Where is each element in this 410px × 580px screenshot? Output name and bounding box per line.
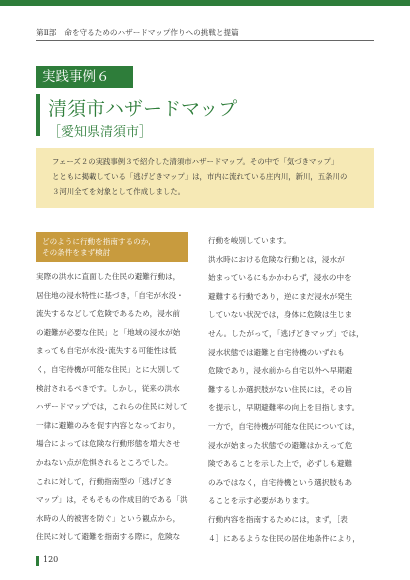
body-line: かねない点が危惧されるところでした。 (36, 457, 173, 467)
page-title: 清須市ハザードマップ (48, 98, 238, 120)
body-line: 危険であり，浸水前から自宅以外へ早期避 (208, 366, 353, 376)
body-line: これに対して，行動指南型の「逃げどき (36, 476, 173, 486)
body-line: を提示し，早期避難率の向上を目指します。 (208, 403, 360, 413)
section-heading (36, 232, 188, 262)
case-badge: 実践事例６ (36, 66, 133, 88)
body-line: 避難する行動であり，逆にまだ浸水が発生 (208, 291, 353, 301)
body-line: 一律に避難のみを促す内容となっており， (36, 420, 181, 430)
left-column (36, 232, 188, 547)
header-part: 第Ⅱ部 (36, 28, 57, 37)
body-line: ４］にあるような住民の居住地条件により， (208, 533, 360, 543)
body-line: 難するしか選択肢がない住民には，その旨 (208, 384, 353, 394)
body-line: 始まっているにもかかわらず，浸水の中を (208, 273, 352, 283)
body-line: 浸水が始まった状態での避難はかえって危 (208, 440, 353, 450)
body-line: ハザードマップでは，これらの住民に対して (36, 402, 188, 412)
body-line: 流失するなどして危険であるため，浸水前 (36, 309, 180, 319)
body-line: 住民に対して避難を指南する際に，危険な (36, 532, 181, 542)
body-line: ることを示す必要があります。 (208, 496, 314, 506)
header-title: 命を守るためのハザードマップ作りへの挑戦と提篇 (64, 28, 239, 37)
body-line: 一方で，自宅待機が可能な住民については， (208, 421, 360, 431)
body-line: のみではなく，自宅待機という選択肢もあ (208, 477, 353, 487)
intro-box (36, 148, 374, 208)
footer-accent-bar (36, 556, 39, 566)
body-line: まっても自宅が水没･流失する可能性は低 (36, 346, 177, 356)
body-line: 水時の人的被害を防ぐ」という観点から， (36, 513, 181, 523)
body-line: 行動を峻別しています。 (208, 236, 291, 245)
body-line: 実際の洪水に直面した住民の避難行動は， (36, 272, 181, 281)
body-line: せん。したがって，「逃げどきマップ」では， (208, 328, 364, 338)
body-line: 浸水状態では避難と自宅待機のいずれも (208, 347, 345, 357)
body-line: 行動内容を指南するためには，まず，［表 (208, 514, 348, 524)
intro-line: フェーズ２の実践事例３で紹介した清須市ハザードマップ。その中で「気づきマップ」 (52, 157, 339, 166)
intro-line: とともに掲載している「逃げどきマップ」は，市内に流れている庄内川，新川，五条川の (52, 172, 348, 181)
body-line: マップ」は，そもそもの作成目的である「洪 (36, 495, 188, 505)
title-accent-bar (36, 94, 40, 136)
intro-line: ３河川全てを対象として作成しました。 (52, 187, 186, 196)
body-line: 険であることを示した上で，必ずしも避難 (208, 459, 353, 469)
page-number: 120 (43, 555, 59, 564)
section-heading-line: その条件をまず検討 (42, 248, 111, 257)
body-line: の避難が必要な住民」と「地域の浸水が始 (36, 327, 181, 337)
right-column (208, 232, 374, 548)
page-subtitle: ［愛知県清須市］ (48, 125, 153, 140)
body-line: 居住地の浸水特性に基づき，「自宅が水没・ (36, 290, 184, 300)
section-heading-line: どのように行動を指南するのか， (42, 237, 156, 246)
running-header (36, 27, 239, 38)
top-accent-stripe (0, 0, 410, 6)
body-line: 洪水時における危険な行動とは，浸水が (208, 254, 345, 264)
body-line: 場合によっては危険な行動形態を増大させ (36, 439, 181, 449)
body-line: 検討されるべきです。しかし，従来の洪水 (36, 383, 180, 393)
header-rule (36, 40, 374, 41)
body-line: く，自宅待機が可能な住民」とに大別して (36, 364, 181, 374)
body-line: していない状況では，身体に危険は生じま (208, 310, 353, 320)
